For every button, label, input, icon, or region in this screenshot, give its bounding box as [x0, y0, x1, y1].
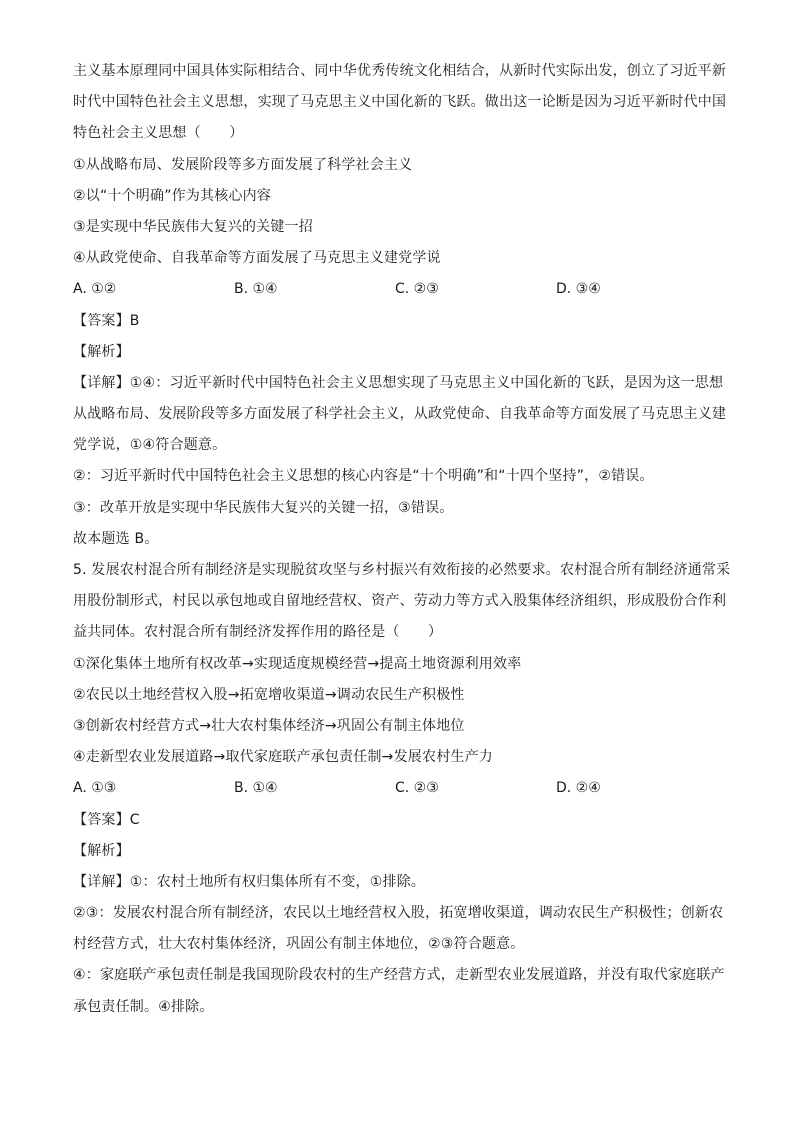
q5-option-a: A. ①③: [73, 780, 117, 797]
q5-answer: 【答案】C: [73, 811, 140, 828]
q4-analysis-label: 【解析】: [73, 343, 130, 360]
q4-detail-line: ③：改革开放是实现中华民族伟大复兴的关键一招，③错误。: [73, 499, 454, 516]
q5-stem-line: 5. 发展农村混合所有制经济是实现脱贫攻坚与乡村振兴有效衔接的必然要求。农村混合所有制经济通常采: [73, 562, 731, 578]
q5-item: ③创新农村经营方式→壮大农村集体经济→巩固公有制主体地位: [73, 717, 465, 734]
q4-option-a: A. ①②: [73, 281, 117, 298]
q4-options: [73, 279, 724, 299]
q5-option-d: D. ②④: [556, 780, 601, 797]
q5-detail: [73, 872, 724, 1017]
q4-detail: [73, 373, 727, 549]
q4-item: ③是实现中华民族伟大复兴的关键一招: [73, 218, 313, 235]
q4-stem-line: 特色社会主义思想（ ）: [73, 125, 244, 142]
q5-options: [73, 778, 724, 798]
q4-stem-line: 时代中国特色社会主义思想，实现了马克思主义中国化新的飞跃。做出这一论断是因为习近平新时代中国: [73, 94, 727, 111]
q4-item: ①从战略布局、发展阶段等多方面发展了科学社会主义: [73, 156, 413, 173]
q4-items: [73, 155, 724, 269]
q5-detail-line: ④：家庭联产承包责任制是我国现阶段农村的生产经营方式，走新型农业发展道路，并没有取代家庭联产: [73, 967, 725, 984]
q5-detail-line: ②③：发展农村混合所有制经济，农民以土地经营权入股，拓宽增收渠道，调动农民生产积极性；创新农: [73, 905, 724, 922]
q5-option-b: B. ①④: [234, 780, 278, 797]
q5-detail-line: 村经营方式，壮大农村集体经济，巩固公有制主体地位，②③符合题意。: [73, 936, 525, 953]
q4-detail-line: 从战略布局、发展阶段等多方面发展了科学社会主义，从政党使命、自我革命等方面发展了马克思主义建: [73, 406, 727, 423]
q4-option-b: B. ①④: [234, 281, 278, 298]
q5-analysis-label: 【解析】: [73, 842, 130, 859]
q5-stem-line: 益共同体。农村混合所有制经济发挥作用的路径是（ ）: [73, 624, 443, 641]
q4-stem-line: 主义基本原理同中国具体实际相结合、同中华优秀传统文化相结合，从新时代实际出发，创立了习近平新: [73, 63, 727, 79]
q5-item: ④走新型农业发展道路→取代家庭联产承包责任制→发展农村生产力: [73, 749, 494, 766]
q4-item: ④从政党使命、自我革命等方面发展了马克思主义建党学说: [73, 250, 441, 267]
q5-detail-line: 【详解】①：农村土地所有权归集体所有不变，①排除。: [73, 873, 426, 890]
q5-item: ②农民以土地经营权入股→拓宽增收渠道→调动农民生产积极性: [73, 686, 465, 703]
q5-stem: [73, 560, 731, 642]
q4-option-d: D. ③④: [556, 281, 601, 298]
q4-item: ②以“十个明确”作为其核心内容: [73, 187, 272, 204]
q5-stem-line: 用股份制形式，村民以承包地或自留地经营权、资产、劳动力等方式入股集体经济组织，形成股份合作利: [73, 593, 727, 610]
q4-detail-line: ②：习近平新时代中国特色社会主义思想的核心内容是“十个明确”和“十四个坚持”，②错误。: [73, 468, 654, 485]
q4-option-c: C. ②③: [395, 281, 439, 298]
q5-items: [73, 654, 724, 768]
q4-stem: [73, 61, 727, 143]
q4-detail-line: 故本题选 B。: [73, 530, 159, 547]
q5-detail-line: 承包责任制。④排除。: [73, 998, 214, 1015]
q5-item: ①深化集体土地所有权改革→实现适度规模经营→提高土地资源利用效率: [73, 655, 522, 672]
q4-answer: 【答案】B: [73, 312, 140, 329]
q4-detail-line: 【详解】①④：习近平新时代中国特色社会主义思想实现了马克思主义中国化新的飞跃，是因为这一思想: [73, 374, 724, 391]
q4-detail-line: 党学说，①④符合题意。: [73, 437, 227, 454]
q5-option-c: C. ②③: [395, 780, 439, 797]
